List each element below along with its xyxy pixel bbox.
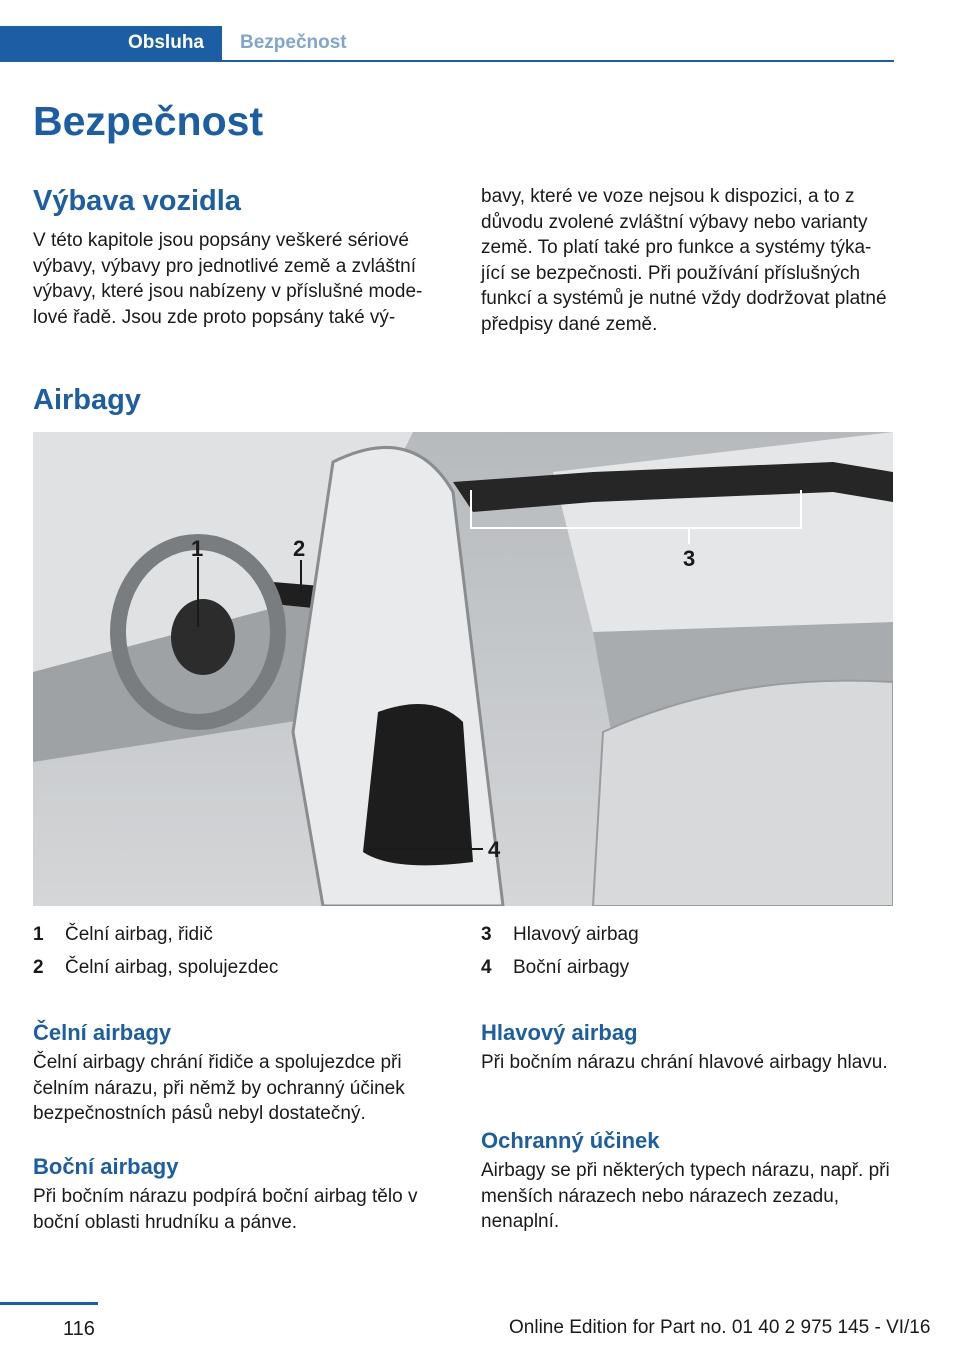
legend-item (481, 951, 639, 984)
page-title: Bezpečnost (33, 98, 264, 144)
subsection-hlavovy-airbag (481, 1020, 894, 1076)
legend-text: Čelní airbag, řidič (65, 923, 213, 945)
legend-item (481, 918, 639, 951)
subsection-heading: Hlavový airbag (481, 1020, 638, 1045)
driver-airbag (171, 599, 235, 675)
footer-divider (0, 1302, 98, 1305)
subsection-bocni-airbagy (33, 1154, 443, 1235)
subsection-text: Při bočním nárazu chrání hlavové airbagy hlavu. (481, 1052, 888, 1073)
vybava-paragraph-right: bavy, které ve voze nejsou k dispozici, a to z důvodu zvolené zvláštní výbavy nebo varianty země. To platí také pro funkce a systémy týka‐jící se bezpečnosti. Při používání příslušných funkcí a systémů je nutné vždy dodržovat platné předpisy dané země. (481, 186, 887, 335)
subsection-heading: Ochranný účinek (481, 1128, 660, 1153)
legend-number: 2 (33, 956, 44, 978)
tab-bezpecnost[interactable]: Bezpečnost (240, 32, 347, 53)
tab-obsluha[interactable]: Obsluha (0, 26, 222, 60)
section-heading-vybava: Výbava vozidla (33, 185, 241, 217)
side-airbag (363, 704, 473, 865)
callout-2: 2 (293, 536, 306, 561)
legend-number: 1 (33, 923, 44, 945)
subsection-heading: Čelní airbagy (33, 1020, 172, 1045)
legend-right (481, 918, 639, 984)
section-heading-airbagy: Airbagy (33, 384, 141, 416)
callout-3: 3 (683, 546, 696, 571)
airbag-illustration (33, 432, 893, 906)
edition-note: Online Edition for Part no. 01 40 2 975 145 - VI/16 (509, 1317, 931, 1338)
header-tabs (0, 26, 894, 62)
subsection-text: Čelní airbagy chrání řidiče a spolujezdce při čelním nárazu, při němž by ochranný účinek bezpečnostních pásů nebyl dostatečný. (33, 1052, 405, 1124)
legend-item (33, 918, 278, 951)
legend-text: Hlavový airbag (513, 923, 639, 945)
subsection-text: Airbagy se při některých typech nárazu, např. při menších nárazech nebo nárazech zezadu, nenaplní. (481, 1160, 890, 1232)
vybava-paragraph-left: V této kapitole jsou popsány veškeré sériové výbavy, výbavy pro jednotlivé země a zvláštní výbavy, které jsou nabízeny v příslušné mode‐lové řadě. Jsou zde proto popsány také vý‐ (33, 230, 423, 328)
legend-item (33, 951, 278, 984)
subsection-celni-airbagy (33, 1020, 443, 1127)
legend-number: 3 (481, 923, 492, 945)
callout-4: 4 (488, 837, 501, 862)
page-number: 116 (63, 1318, 95, 1340)
car-interior-drawing (33, 432, 893, 906)
legend-number: 4 (481, 956, 492, 978)
subsection-text: Při bočním nárazu podpírá boční airbag tělo v boční oblasti hrudníku a pánve. (33, 1186, 418, 1233)
subsection-ochranny-ucinek (481, 1128, 894, 1235)
legend-text: Boční airbagy (513, 956, 630, 978)
callout-1: 1 (191, 536, 204, 561)
subsection-heading: Boční airbagy (33, 1154, 179, 1179)
legend-left (33, 918, 278, 984)
legend-text: Čelní airbag, spolujezdec (65, 956, 279, 978)
header-divider (0, 60, 894, 62)
